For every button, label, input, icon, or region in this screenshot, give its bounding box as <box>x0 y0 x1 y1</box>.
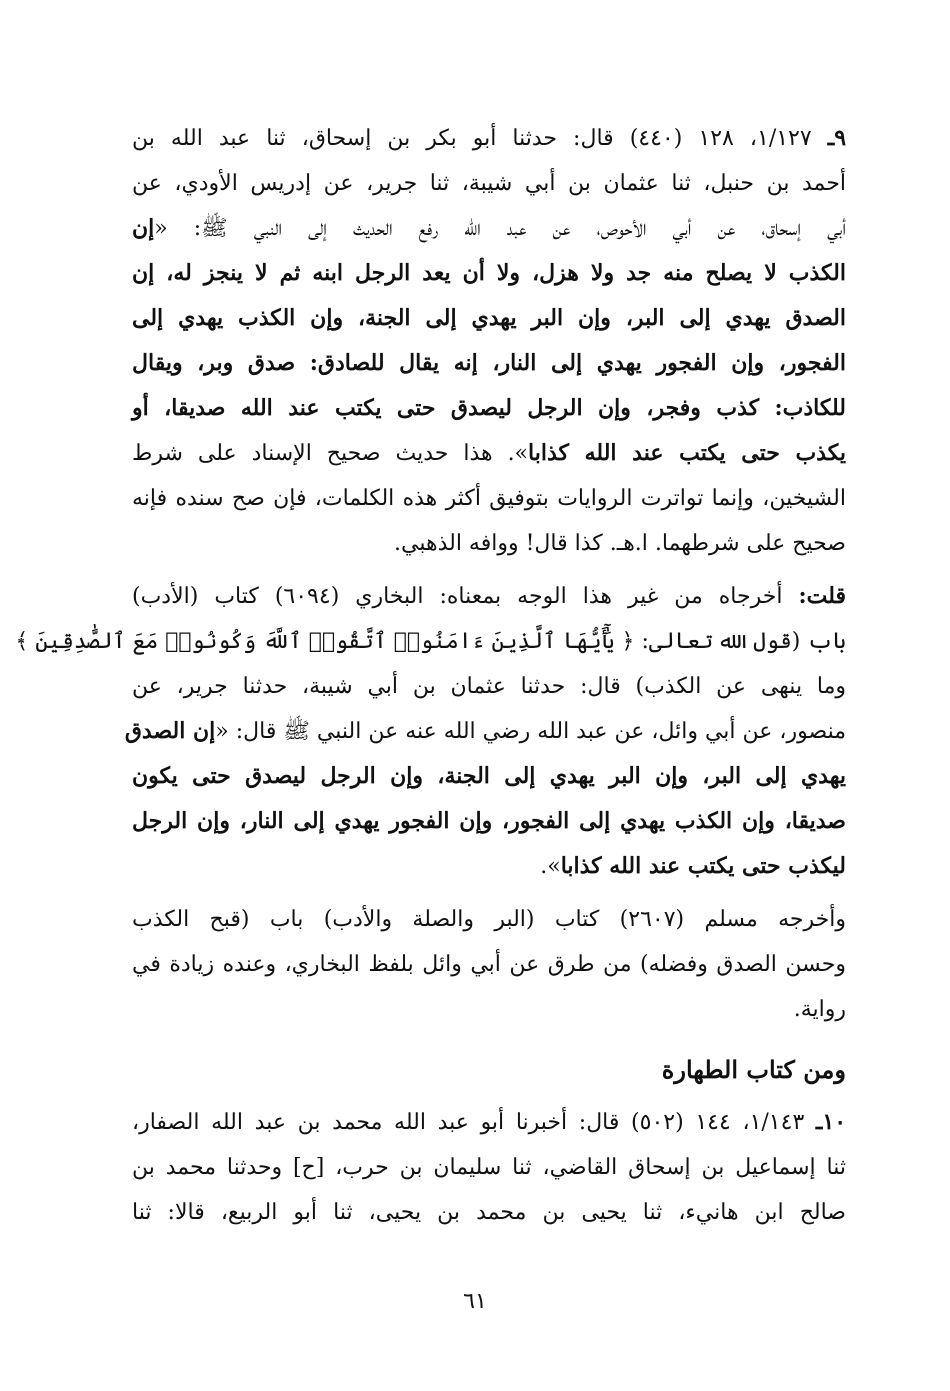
text-line: ٩ـ ١/١٢٧، ١٢٨ (٤٤٠) قال: حدثنا أبو بكر بن إسحاق، ثنا عبد الله بن <box>132 125 847 151</box>
text-line: صحيح على شرطهما. ا.هـ. كذا قال! ووافه الذهبي. <box>394 531 846 556</box>
text-line: وأخرجه مسلم (٢٦٠٧) كتاب (البر والصلة والأدب) باب (قبح الكذب <box>132 907 846 932</box>
text-line: الفجور، وإن الفجور يهدي إلى النار، إنه يقال للصادق: صدق وبر، ويقال <box>132 350 846 376</box>
commentary-paragraph <box>15 574 846 889</box>
text-line: يهدي إلى البر، وإن البر يهدي إلى الجنة، وإن الرجل ليصدق حتى يكون <box>132 763 846 789</box>
hadith-9-paragraph <box>132 116 846 566</box>
text-line: الشيخين، وإنما تواترت الروايات بتوفيق أكثر هذه الكلمات، فإن صح سنده فإنه <box>132 486 846 511</box>
text-line: صديقا، وإن الكذب يهدي إلى الفجور، وإن الفجور يهدي إلى النار، وإن الرجل <box>132 808 846 834</box>
text-line: صالح ابن هانيء، ثنا يحيى بن محمد بن يحيى، ثنا أبو الربيع، قالا: ثنا <box>132 1200 846 1225</box>
text-line: وما ينهى عن الكذب) قال: حدثنا عثمان بن أبي شيبة، حدثنا جرير، عن <box>132 674 846 699</box>
text-line: الصدق يهدي إلى البر، وإن البر يهدي إلى الجنة، وإن الكذب يهدي إلى <box>132 305 846 331</box>
text-line: ثنا إسماعيل بن إسحاق القاضي، ثنا سليمان بن حرب، [ح] وحدثنا محمد بن <box>132 1155 846 1180</box>
text-line: منصور، عن أبي وائل، عن عبد الله رضي الله عنه عن النبي ﷺ قال: «إن الصدق <box>124 718 846 744</box>
page-body <box>15 116 847 1235</box>
quran-verse-line: باب (قول الله تعالى: ﴿ يَٰٓأَيُّهَا ٱلَّذِينَ ءَامَنُوا۟ ٱتَّقُوا۟ ٱللَّهَ وَكُونُوا۟ مَعَ ٱلصَّٰدِقِينَ ﴾ <box>15 629 846 654</box>
text-line: قلت: أخرجاه من غير هذا الوجه بمعناه: البخاري (٦٠٩٤) كتاب (الأدب) <box>132 583 846 609</box>
page-number: ٦١ <box>463 1289 487 1314</box>
section-heading: ومن كتاب الطهارة <box>661 1055 846 1084</box>
hadith-10-paragraph <box>132 1100 846 1235</box>
qultu-label: قلت: <box>798 583 846 609</box>
muslim-paragraph <box>132 897 846 1032</box>
text-line: رواية. <box>793 997 846 1022</box>
text-line: للكاذب: كذب وفجر، وإن الرجل ليصدق حتى يكتب عند الله صديقا، أو <box>132 395 846 421</box>
text-line: ١٠ـ ١/١٤٣، ١٤٤ (٥٠٢) قال: أخبرنا أبو عبد الله محمد بن عبد الله الصفار، <box>132 1109 847 1135</box>
hadith-number: ٩ـ <box>827 125 847 151</box>
text-line: أبي إسحاق، عن أبي الأحوص، عن عبد الله رفع الحديث إلى النبي ﷺ: «إن <box>132 215 846 241</box>
text-line: أحمد بن حنبل، ثنا عثمان بن أبي شيبة، ثنا جرير، عن إدريس الأودي، عن <box>132 171 846 196</box>
text-line: ليكذب حتى يكتب عند الله كذابا». <box>540 853 846 879</box>
text-line: يكذب حتى يكتب عند الله كذابا». هذا حديث صحيح الإسناد على شرط <box>132 440 846 466</box>
hadith-number: ١٠ـ <box>815 1109 847 1135</box>
text-line: الكذب لا يصلح منه جد ولا هزل، ولا أن يعد الرجل ابنه ثم لا ينجز له، إن <box>132 260 846 286</box>
text-line: وحسن الصدق وفضله) من طرق عن أبي وائل بلفظ البخاري، وعنده زيادة في <box>132 952 846 977</box>
